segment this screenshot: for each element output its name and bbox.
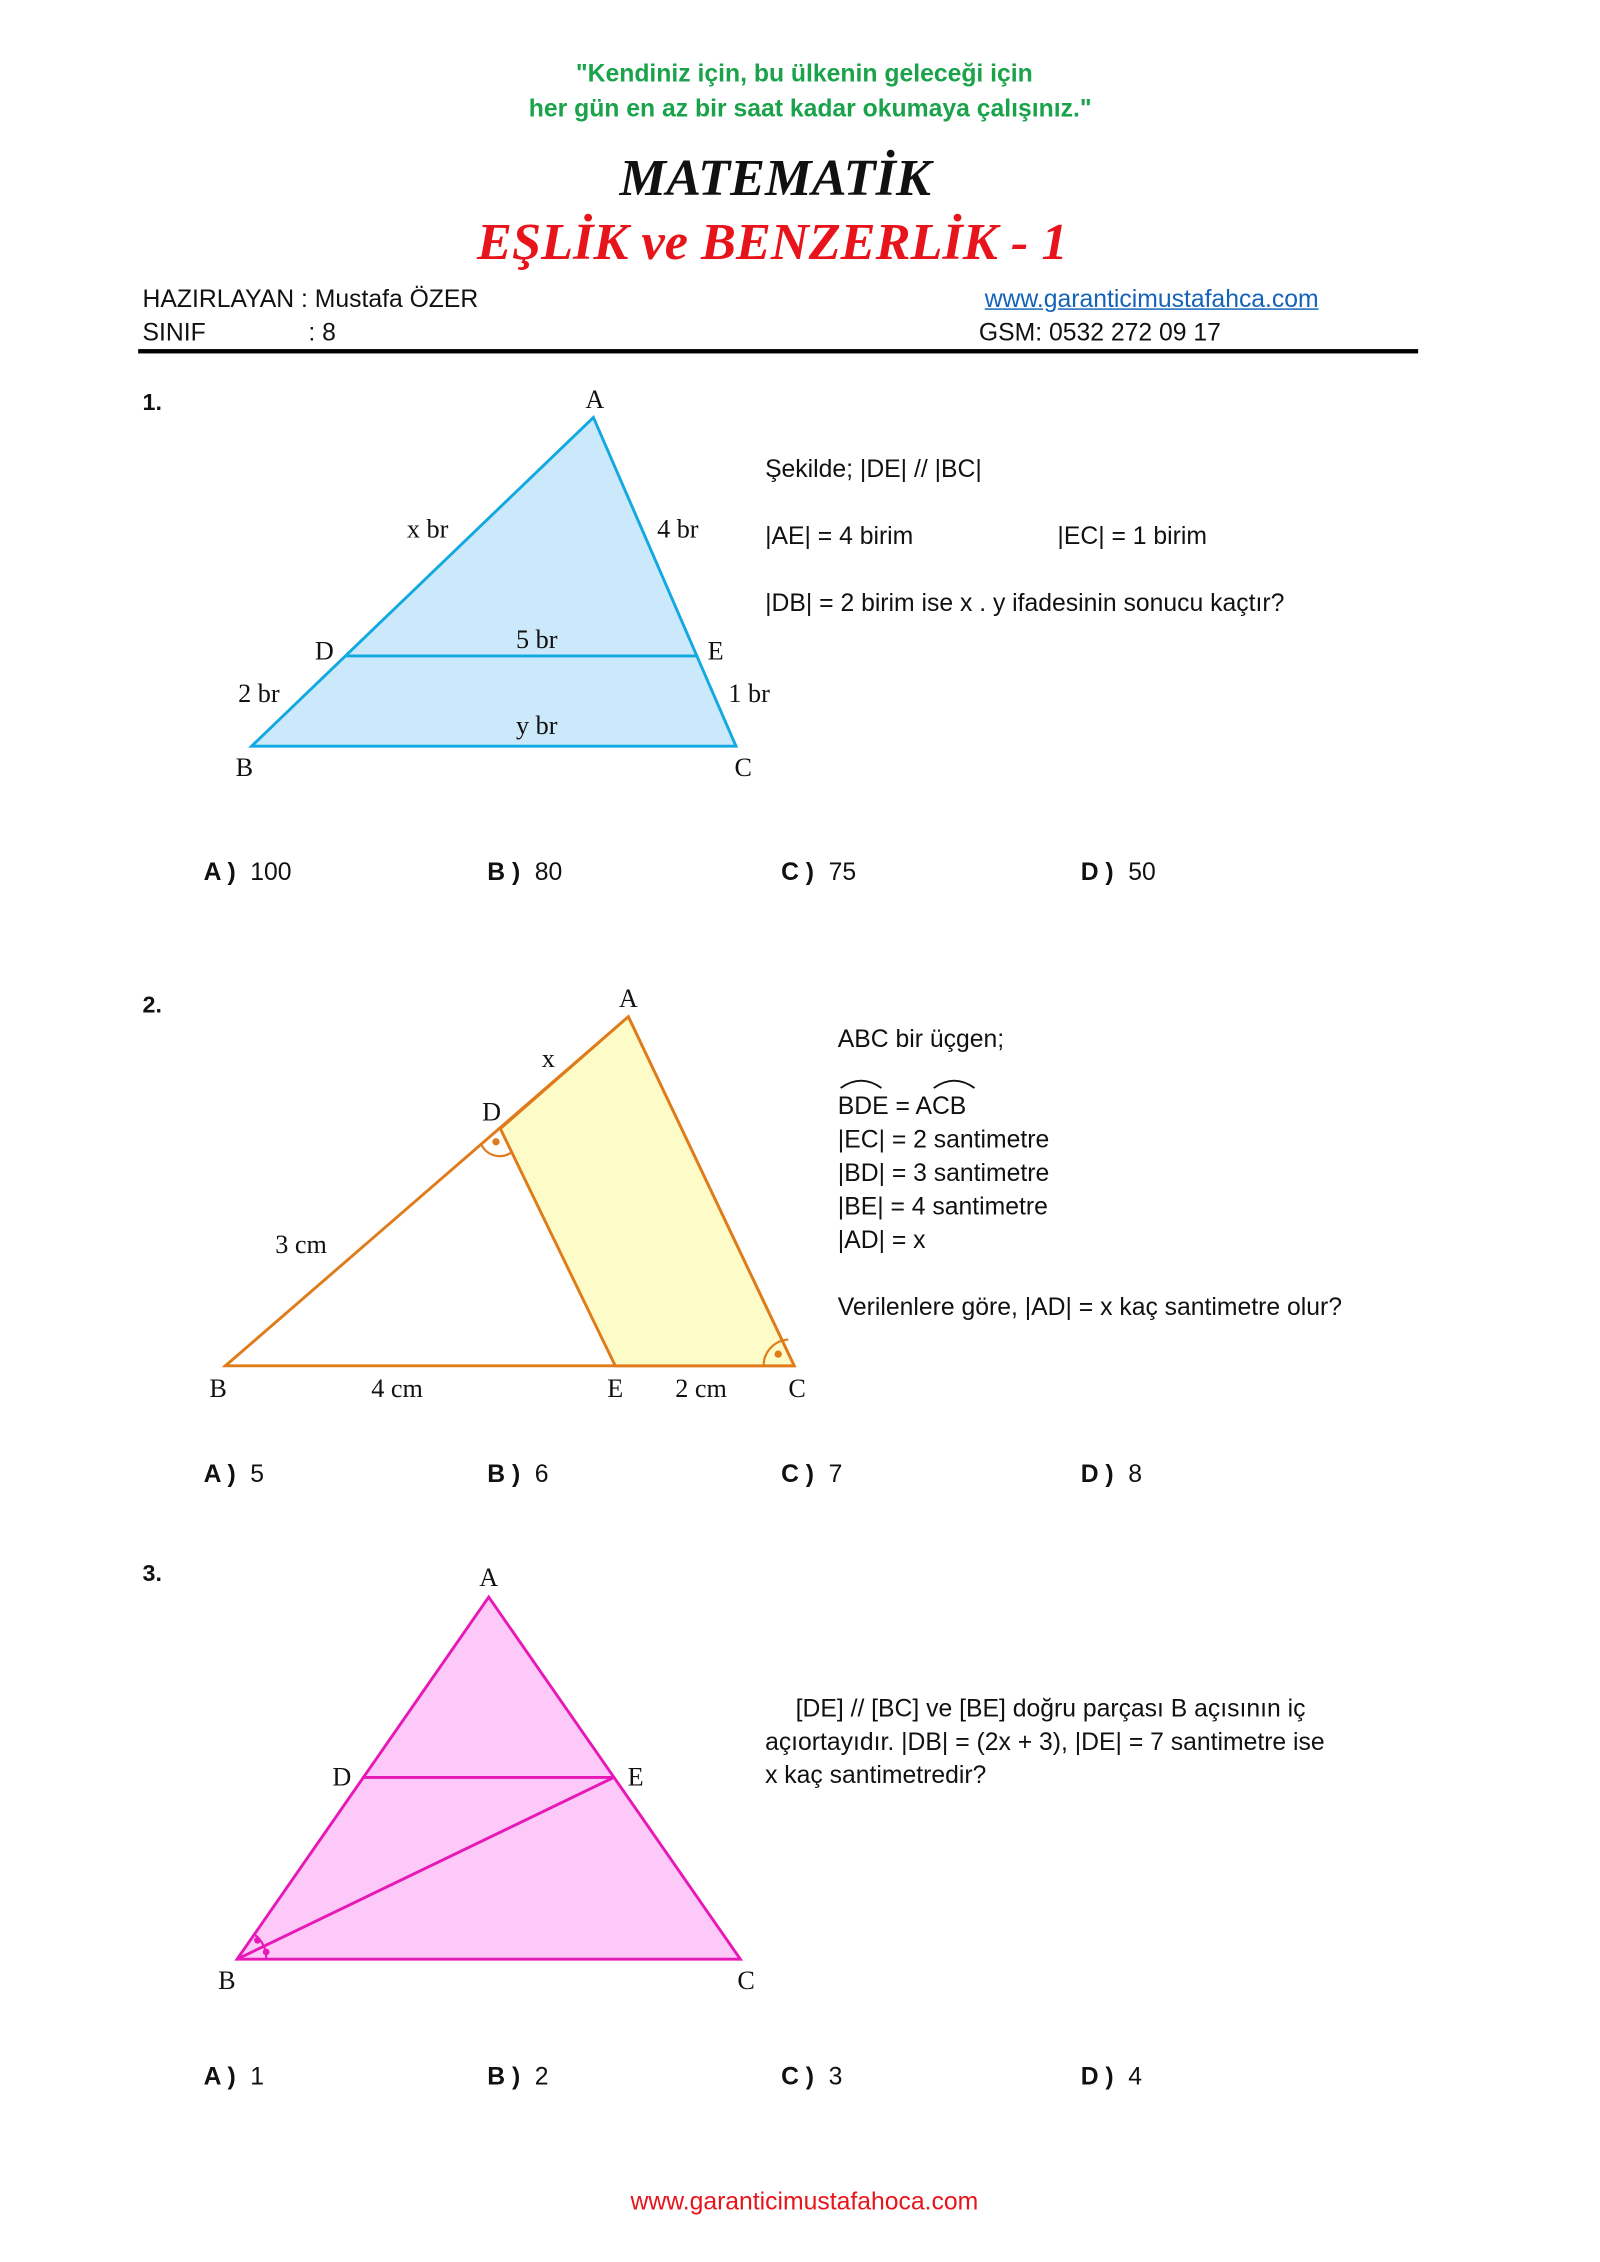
q2-text-6: |AD| = x [837,1226,926,1254]
q3-option-a[interactable] [204,2062,264,2091]
q3-triangle [237,1597,740,1959]
q2-angle-d-dot [492,1138,499,1145]
q1-option-c[interactable] [781,858,856,887]
option-value: 50 [1128,858,1156,886]
option-value: 2 [534,2062,549,2091]
q3-number: 3. [142,1562,162,1587]
q2-label-ec: 2 cm [675,1373,727,1403]
q2-option-c[interactable] [781,1460,842,1489]
q2-angle-c-dot [775,1351,782,1358]
q1-number: 1. [142,391,162,416]
q2-triangle [225,1017,794,1366]
quote-line-2: her gün en az bir saat kadar okumaya çalışınız." [528,94,1092,123]
q2-hat-marks [841,1081,975,1088]
q2-text-4: |BD| = 3 santimetre [837,1159,1050,1187]
q2-text-5: |BE| = 4 santimetre [837,1192,1048,1221]
option-letter: C ) [781,858,815,886]
q3-angle-dot-2 [263,1949,270,1956]
hat-bde [841,1081,882,1088]
q3-label-e: E [627,1762,644,1792]
option-value: 8 [1128,1460,1142,1488]
q2-text-2: BDE = ACB [837,1092,967,1120]
q3-label-d: D [332,1762,352,1792]
topic-title: EŞLİK ve BENZERLİK - 1 [477,212,1068,271]
q1-label-de: 5 br [515,624,558,654]
q3-text-2: açıortayıdır. |DB| = (2x + 3), |DE| = 7 santimetre ise [765,1727,1325,1756]
q2-text-3: |EC| = 2 santimetre [837,1125,1050,1154]
q2-text-1: ABC bir üçgen; [837,1025,1005,1054]
q1-triangle-abc [252,417,736,746]
q1-label-db: 2 br [238,678,280,708]
option-letter: B ) [487,858,521,886]
option-letter: A ) [203,858,236,886]
q2-label-c: C [788,1373,806,1403]
hat-acb [934,1081,975,1088]
grade-label: SINIF [142,318,206,347]
q2-text-7: Verilenlere göre, |AD| = x kaç santimetre olur? [837,1293,1342,1321]
option-value: 5 [250,1460,264,1488]
q1-label-c: C [734,752,752,782]
q3-label-c: C [737,1965,755,1995]
q1-text-1: Şekilde; |DE| // |BC| [765,455,982,483]
option-letter: D ) [1080,2062,1114,2091]
q3-text-3: x kaç santimetredir? [765,1761,987,1790]
option-letter: A ) [203,2062,236,2091]
option-value: 7 [828,1460,843,1488]
q2-label-bd: 3 cm [275,1229,327,1259]
option-value: 3 [828,2062,843,2091]
option-letter: A ) [203,1460,236,1488]
q1-option-b[interactable] [487,858,562,887]
q1-label-ad: x br [406,514,449,544]
q1-triangle [252,417,736,746]
q2-option-a[interactable] [204,1460,264,1489]
q2-label-be: 4 cm [371,1373,423,1403]
q3-option-c[interactable] [781,2062,842,2091]
option-letter: D ) [1080,1460,1114,1488]
option-value: 1 [250,2062,264,2091]
option-letter: D ) [1080,858,1114,886]
q1-option-d[interactable] [1081,858,1156,887]
q3-label-b: B [218,1965,236,1995]
q1-label-e: E [707,636,724,666]
q1-text-4: |DB| = 2 birim ise x . y ifadesinin sonucu kaçtır? [765,589,1285,617]
q1-label-b: B [235,752,254,782]
q3-option-d[interactable] [1081,2062,1142,2091]
q2-label-e: E [607,1373,624,1403]
q3-option-b[interactable] [487,2062,548,2091]
option-value: 80 [534,858,563,886]
q3-angle-dot-1 [254,1937,261,1944]
q1-label-ae: 4 br [657,514,699,544]
q1-label-bc: y br [515,710,558,740]
option-value: 4 [1128,2062,1142,2091]
option-value: 75 [828,858,857,886]
q1-option-a[interactable] [204,858,292,887]
author: HAZIRLAYAN : Mustafa ÖZER [142,285,479,313]
option-value: 100 [250,858,292,886]
q2-number: 2. [142,993,162,1019]
q3-label-a: A [479,1562,499,1592]
footer-website[interactable]: www.garanticimustafahoca.com [630,2187,979,2216]
q2-option-d[interactable] [1081,1460,1142,1489]
q3-text-1: [DE] // [BC] ve [BE] doğru parçası B açısının iç [795,1694,1306,1723]
subject-title: MATEMATİK [619,148,931,207]
q1-label-a: A [585,384,605,414]
option-letter: C ) [781,2062,815,2091]
q1-text-3: |EC| = 1 birim [1057,522,1208,550]
q1-label-ec: 1 br [728,678,770,708]
q1-text-2: |AE| = 4 birim [765,522,914,550]
q2-label-a: A [618,983,638,1014]
phone: GSM: 0532 272 09 17 [978,318,1221,347]
website-link[interactable]: www.garanticimustafahca.com [984,285,1319,313]
option-letter: B ) [487,2062,521,2091]
q2-label-ad: x [541,1043,555,1073]
q2-label-b: B [209,1373,227,1403]
quote-line-1: "Kendiniz için, bu ülkenin geleceği için [575,59,1033,88]
option-letter: C ) [781,1460,815,1488]
option-letter: B ) [487,1460,521,1488]
option-value: 6 [534,1460,549,1488]
grade-value: : 8 [308,318,336,347]
q2-label-d: D [482,1097,502,1127]
q2-option-b[interactable] [487,1460,548,1489]
q1-label-d: D [314,636,334,666]
